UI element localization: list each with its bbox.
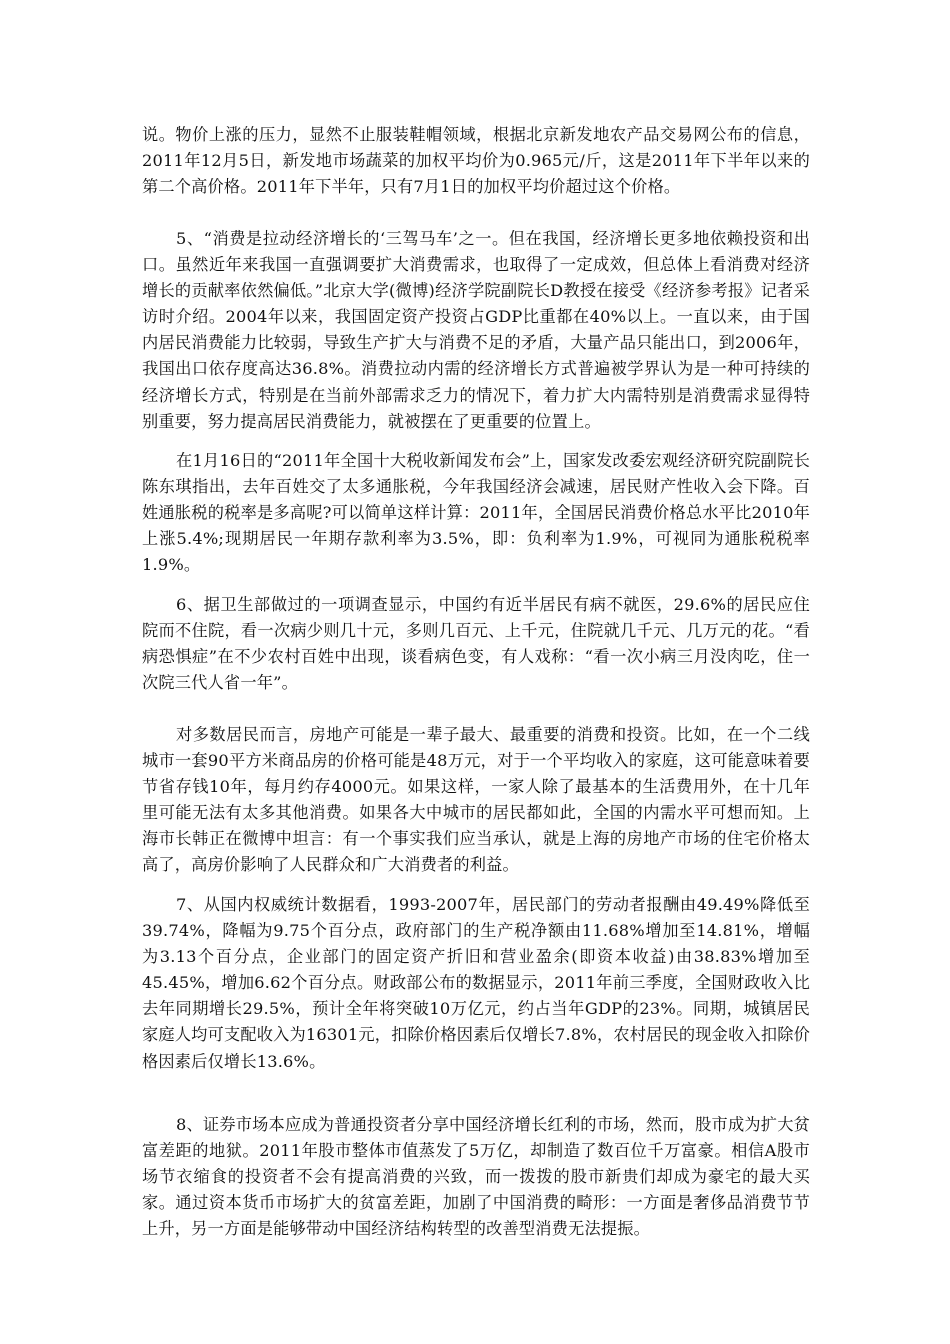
paragraph-price-pressure: 说。物价上涨的压力，显然不止服装鞋帽领域，根据北京新发地农产品交易网公布的信息，2011年12月5日，新发地市场蔬菜的加权平均价为0.965元/斤，这是2011年下半年以来的第二个高价格。2011年下半年，只有7月1日的加权平均价超过这个价格。	[142, 125, 810, 197]
paragraph-real-estate: 对多数居民而言，房地产可能是一辈子最大、最重要的消费和投资。比如，在一个二线城市一套90平方米商品房的价格可能是48万元，对于一个平均收入的家庭，这可能意味着要节省存钱10年，每月约存4000元。如果这样，一家人除了最基本的生活费用外，在十几年里可能无法有太多其他消费。如果各大中城市的居民都如此，全国的内需水平可想而知。上海市长韩正在微博中坦言：有一个事实我们应当承认，就是上海的房地产市场的住宅价格太高了，高房价影响了人民群众和广大消费者的利益。	[142, 725, 810, 875]
paragraph-7-statistics: 7、从国内权威统计数据看，1993-2007年，居民部门的劳动者报酬由49.49%降低至39.74%，降幅为9.75个百分点，政府部门的生产税净额由11.68%增加至14.81%，增幅为3.13个百分点，企业部门的固定资产折旧和营业盈余(即资本收益)由38.83%增加至45.45%，增加6.62个百分点。财政部公布的数据显示，2011年前三季度，全国财政收入比去年同期增长29.5%，预计全年将突破10万亿元，约占当年GDP的23%。同期，城镇居民家庭人均可支配收入为16301元，扣除价格因素后仅增长7.8%，农村居民的现金收入扣除价格因素后仅增长13.6%。	[142, 895, 810, 1071]
paragraph-inflation-tax: 在1月16日的“2011年全国十大税收新闻发布会”上，国家发改委宏观经济研究院副院长陈东琪指出，去年百姓交了太多通胀税，今年我国经济会减速，居民财产性收入会下降。百姓通胀税的税率是多高呢?可以简单这样计算：2011年，全国居民消费价格总水平比2010年上涨5.4%;现期居民一年期存款利率为3.5%，即：负利率为1.9%，可视同为通胀税税率1.9%。	[142, 451, 810, 575]
paragraph-8-securities: 8、证券市场本应成为普通投资者分享中国经济增长红利的市场，然而，股市成为扩大贫富差距的地狱。2011年股市整体市值蒸发了5万亿，却制造了数百位千万富豪。相信A股市场节衣缩食的投资者不会有提高消费的兴致，而一拨拨的股市新贵们却成为豪宅的最大买家。通过资本货币市场扩大的贫富差距，加剧了中国消费的畸形：一方面是奢侈品消费节节上升，另一方面是能够带动中国经济结构转型的改善型消费无法提振。	[142, 1115, 810, 1239]
paragraph-6-healthcare: 6、据卫生部做过的一项调查显示，中国约有近半居民有病不就医，29.6%的居民应住院而不住院，看一次病少则几十元，多则几百元、上千元，住院就几千元、几万元的花。“看病恐惧症”在不少农村百姓中出现，谈看病色变，有人戏称：“看一次小病三月没肉吃，住一次院三代人省一年”。	[142, 595, 810, 693]
paragraph-5-consumption: 5、“消费是拉动经济增长的‘三驾马车’之一。但在我国，经济增长更多地依赖投资和出口。虽然近年来我国一直强调要扩大消费需求，也取得了一定成效，但总体上看消费对经济增长的贡献率依然偏低。”北京大学(微博)经济学院副院长D教授在接受《经济参考报》记者采访时介绍。2004年以来，我国固定资产投资占GDP比重都在40%以上。一直以来，由于国内居民消费能力比较弱，导致生产扩大与消费不足的矛盾，大量产品只能出口，到2006年，我国出口依存度高达36.8%。消费拉动内需的经济增长方式普遍被学界认为是一种可持续的经济增长方式，特别是在当前外部需求乏力的情况下，着力扩大内需特别是消费需求显得特别重要，努力提高居民消费能力，就被摆在了更重要的位置上。	[142, 229, 810, 431]
